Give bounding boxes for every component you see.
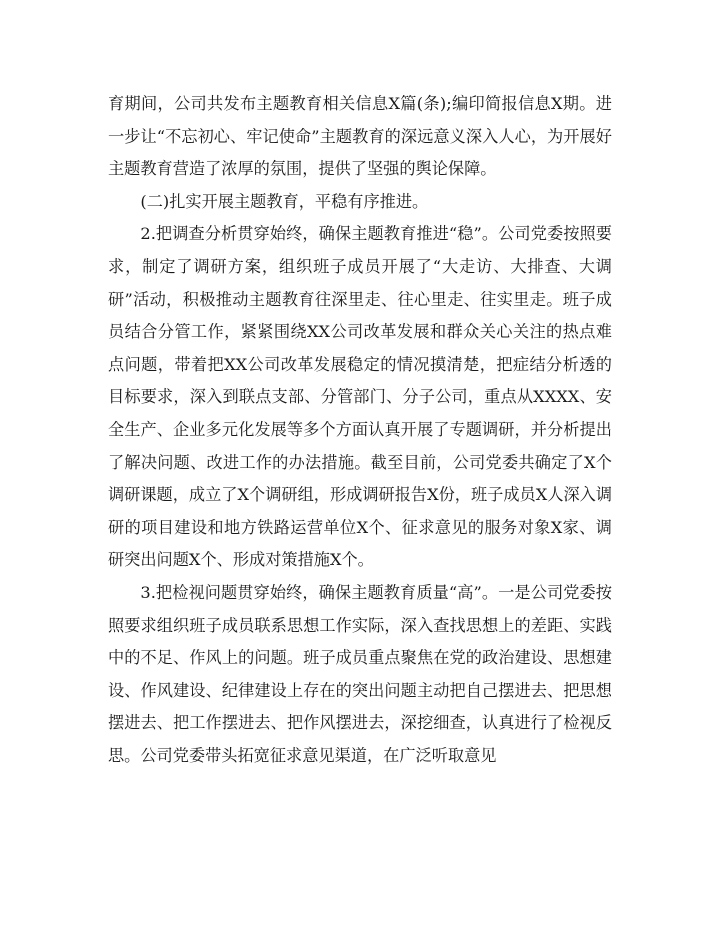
paragraph-item-3: 3.把检视问题贯穿始终，确保主题教育质量“高”。一是公司党委按照要求组织班子成员联系思想工作实际，深入查找思想上的差距、实践中的不足、作风上的问题。班子成员重点聚焦在党的政治建设、思想建设、作风建设、纪律建设上存在的突出问题主动把自己摆进去、把思想摆进去、把工作摆进去、把作风摆进去，深挖细查，认真进行了检视反思。公司党委带头拓宽征求意见渠道，在广泛听取意见 [108, 582, 612, 765]
paragraph-item-2: 2.把调查分析贯穿始终，确保主题教育推进“稳”。公司党委按照要求，制定了调研方案，组织班子成员开展了“大走访、大排查、大调研”活动，积极推动主题教育往深里走、往心里走、往实里走。班子成员结合分管工作，紧紧围绕XX公司改革发展和群众关心关注的热点难点问题，带着把XX公司改革发展稳定的情况摸清楚，把症结分析透的目标要求，深入到联点支部、分管部门、分子公司，重点从XXXX、安全生产、企业多元化发展等多个方面认真开展了专题调研，并分析提出了解决问题、改进工作的办法措施。截至目前，公司党委共确定了X个调研课题，成立了X个调研组，形成调研报告X份，班子成员X人深入调研的项目建设和地方铁路运营单位X个、征求意见的服务对象X家、调研突出问题X个、形成对策措施X个。 [108, 224, 613, 570]
paragraph-section-heading: (二)扎实开展主题教育，平稳有序推进。 [140, 191, 429, 211]
paragraph-continuation: 育期间，公司共发布主题教育相关信息X篇(条);编印简报信息X期。进一步让“不忘初心、牢记使命”主题教育的深远意义深入人心，为开展好主题教育营造了浓厚的氛围，提供了坚强的舆论保障。 [108, 94, 612, 179]
document-body [108, 88, 612, 772]
